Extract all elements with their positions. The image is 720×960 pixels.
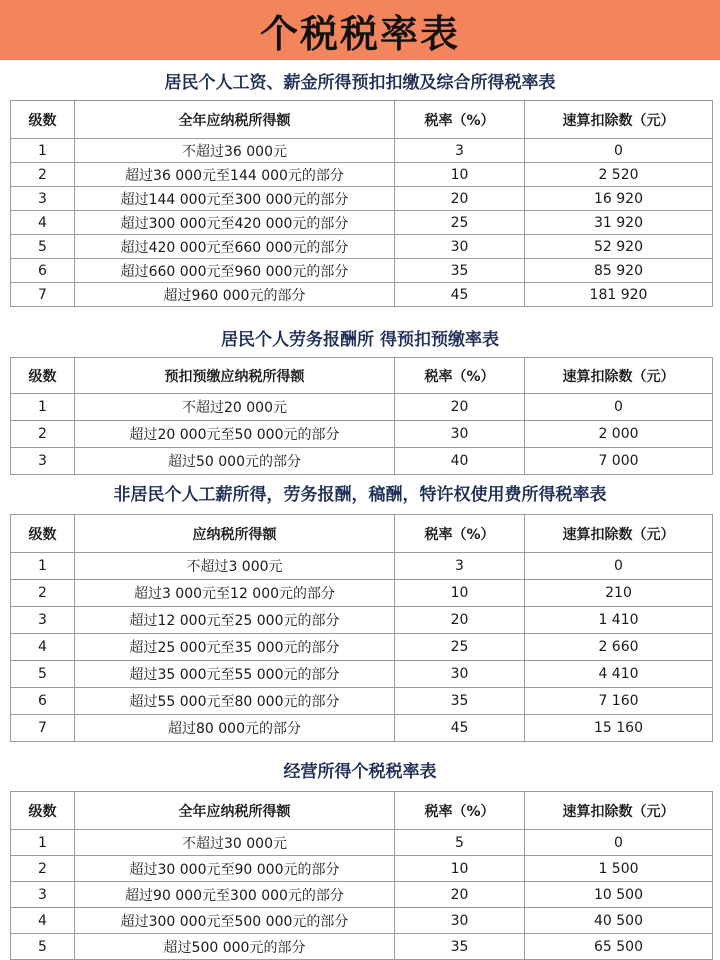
deduction-cell: 0: [525, 394, 713, 421]
table-row: [11, 235, 713, 259]
header-cell: 速算扣除数（元）: [525, 792, 713, 830]
level-cell: 3: [11, 882, 75, 908]
rate-cell: 20: [395, 882, 525, 908]
rate-cell: 30: [395, 235, 525, 259]
level-cell: 1: [11, 553, 75, 580]
income-range-cell: 超过660 000元至960 000元的部分: [75, 259, 395, 283]
level-cell: 7: [11, 715, 75, 742]
deduction-cell: 52 920: [525, 235, 713, 259]
table-row: [11, 187, 713, 211]
rate-cell: 35: [395, 688, 525, 715]
income-range-cell: 超过25 000元至35 000元的部分: [75, 634, 395, 661]
level-cell: 1: [11, 830, 75, 856]
rate-cell: 10: [395, 856, 525, 882]
level-cell: 1: [11, 139, 75, 163]
deduction-cell: 2 660: [525, 634, 713, 661]
rate-cell: 35: [395, 934, 525, 960]
level-cell: 2: [11, 580, 75, 607]
income-range-cell: 超过960 000元的部分: [75, 283, 395, 307]
deduction-cell: 31 920: [525, 211, 713, 235]
table-row: [11, 580, 713, 607]
table-row: [11, 448, 713, 475]
deduction-cell: 2 000: [525, 421, 713, 448]
rate-cell: 45: [395, 283, 525, 307]
section-business: [0, 757, 720, 960]
table-row: [11, 634, 713, 661]
deduction-cell: 7 160: [525, 688, 713, 715]
section-title: 居民个人工资、薪金所得预扣扣缴及综合所得税率表: [164, 73, 556, 93]
rate-cell: 10: [395, 580, 525, 607]
level-cell: 3: [11, 187, 75, 211]
table-header-row: [11, 101, 713, 139]
income-range-cell: 超过80 000元的部分: [75, 715, 395, 742]
table-row: [11, 882, 713, 908]
rate-cell: 20: [395, 187, 525, 211]
level-cell: 3: [11, 448, 75, 475]
tax-table-nonresident: [10, 514, 713, 742]
deduction-cell: 2 520: [525, 163, 713, 187]
deduction-cell: 4 410: [525, 661, 713, 688]
income-range-cell: 超过36 000元至144 000元的部分: [75, 163, 395, 187]
income-range-cell: 超过420 000元至660 000元的部分: [75, 235, 395, 259]
header-cell: 全年应纳税所得额: [75, 792, 395, 830]
deduction-cell: 0: [525, 139, 713, 163]
income-range-cell: 超过3 000元至12 000元的部分: [75, 580, 395, 607]
header-cell: 级数: [11, 358, 75, 394]
table-row: [11, 394, 713, 421]
rate-cell: 20: [395, 607, 525, 634]
deduction-cell: 181 920: [525, 283, 713, 307]
section-salary: [0, 68, 720, 307]
deduction-cell: 1 500: [525, 856, 713, 882]
income-range-cell: 超过55 000元至80 000元的部分: [75, 688, 395, 715]
deduction-cell: 0: [525, 553, 713, 580]
table-row: [11, 908, 713, 934]
level-cell: 2: [11, 163, 75, 187]
header-cell: 税率（%）: [395, 358, 525, 394]
level-cell: 2: [11, 421, 75, 448]
level-cell: 1: [11, 394, 75, 421]
deduction-cell: 1 410: [525, 607, 713, 634]
rate-cell: 5: [395, 830, 525, 856]
rate-cell: 20: [395, 394, 525, 421]
deduction-cell: 85 920: [525, 259, 713, 283]
deduction-cell: 210: [525, 580, 713, 607]
income-range-cell: 超过35 000元至55 000元的部分: [75, 661, 395, 688]
header-cell: 税率（%）: [395, 515, 525, 553]
page-title: 个税税率表: [259, 11, 460, 56]
deduction-cell: 15 160: [525, 715, 713, 742]
table-row: [11, 856, 713, 882]
table-row: [11, 259, 713, 283]
rate-cell: 25: [395, 211, 525, 235]
rate-cell: 45: [395, 715, 525, 742]
level-cell: 5: [11, 661, 75, 688]
rate-cell: 3: [395, 139, 525, 163]
income-range-cell: 超过50 000元的部分: [75, 448, 395, 475]
table-row: [11, 715, 713, 742]
header-cell: 速算扣除数（元）: [525, 101, 713, 139]
rate-cell: 40: [395, 448, 525, 475]
level-cell: 7: [11, 283, 75, 307]
table-row: [11, 163, 713, 187]
level-cell: 5: [11, 235, 75, 259]
deduction-cell: 16 920: [525, 187, 713, 211]
table-row: [11, 211, 713, 235]
table-row: [11, 661, 713, 688]
header-cell: 税率（%）: [395, 101, 525, 139]
rate-cell: 30: [395, 908, 525, 934]
header-cell: 全年应纳税所得额: [75, 101, 395, 139]
tax-table-business: [10, 791, 713, 960]
rate-cell: 3: [395, 553, 525, 580]
income-range-cell: 超过300 000元至500 000元的部分: [75, 908, 395, 934]
table-header-row: [11, 358, 713, 394]
rate-cell: 30: [395, 421, 525, 448]
header-cell: 预扣预缴应纳税所得额: [75, 358, 395, 394]
header-cell: 级数: [11, 101, 75, 139]
table-row: [11, 139, 713, 163]
deduction-cell: 0: [525, 830, 713, 856]
income-range-cell: 超过144 000元至300 000元的部分: [75, 187, 395, 211]
tax-table-labor: [10, 357, 713, 475]
header-cell: 级数: [11, 515, 75, 553]
level-cell: 3: [11, 607, 75, 634]
level-cell: 4: [11, 634, 75, 661]
income-range-cell: 不超过30 000元: [75, 830, 395, 856]
income-range-cell: 超过20 000元至50 000元的部分: [75, 421, 395, 448]
rate-cell: 25: [395, 634, 525, 661]
table-row: [11, 934, 713, 960]
level-cell: 6: [11, 259, 75, 283]
section-nonresident: [0, 480, 720, 742]
level-cell: 4: [11, 211, 75, 235]
header-cell: 税率（%）: [395, 792, 525, 830]
income-range-cell: 超过12 000元至25 000元的部分: [75, 607, 395, 634]
table-row: [11, 830, 713, 856]
table-row: [11, 553, 713, 580]
income-range-cell: 超过30 000元至90 000元的部分: [75, 856, 395, 882]
level-cell: 2: [11, 856, 75, 882]
table-row: [11, 688, 713, 715]
table-header-row: [11, 792, 713, 830]
income-range-cell: 不超过36 000元: [75, 139, 395, 163]
income-range-cell: 超过300 000元至420 000元的部分: [75, 211, 395, 235]
rate-cell: 30: [395, 661, 525, 688]
section-title: 经营所得个税税率表: [283, 762, 437, 782]
rate-cell: 35: [395, 259, 525, 283]
deduction-cell: 40 500: [525, 908, 713, 934]
title-banner: [0, 0, 720, 60]
level-cell: 4: [11, 908, 75, 934]
table-row: [11, 421, 713, 448]
table-row: [11, 607, 713, 634]
header-cell: 应纳税所得额: [75, 515, 395, 553]
income-range-cell: 不超过20 000元: [75, 394, 395, 421]
section-title: 居民个人劳务报酬所 得预扣预缴率表: [221, 330, 499, 350]
income-range-cell: 超过500 000元的部分: [75, 934, 395, 960]
level-cell: 6: [11, 688, 75, 715]
table-header-row: [11, 515, 713, 553]
deduction-cell: 7 000: [525, 448, 713, 475]
income-range-cell: 超过90 000元至300 000元的部分: [75, 882, 395, 908]
header-cell: 速算扣除数（元）: [525, 358, 713, 394]
header-cell: 级数: [11, 792, 75, 830]
tax-table-salary: [10, 100, 713, 307]
table-row: [11, 283, 713, 307]
rate-cell: 10: [395, 163, 525, 187]
section-labor: [0, 325, 720, 475]
deduction-cell: 65 500: [525, 934, 713, 960]
header-cell: 速算扣除数（元）: [525, 515, 713, 553]
level-cell: 5: [11, 934, 75, 960]
income-range-cell: 不超过3 000元: [75, 553, 395, 580]
deduction-cell: 10 500: [525, 882, 713, 908]
section-title: 非居民个人工薪所得，劳务报酬，稿酬，特许权使用费所得税率表: [113, 485, 607, 505]
